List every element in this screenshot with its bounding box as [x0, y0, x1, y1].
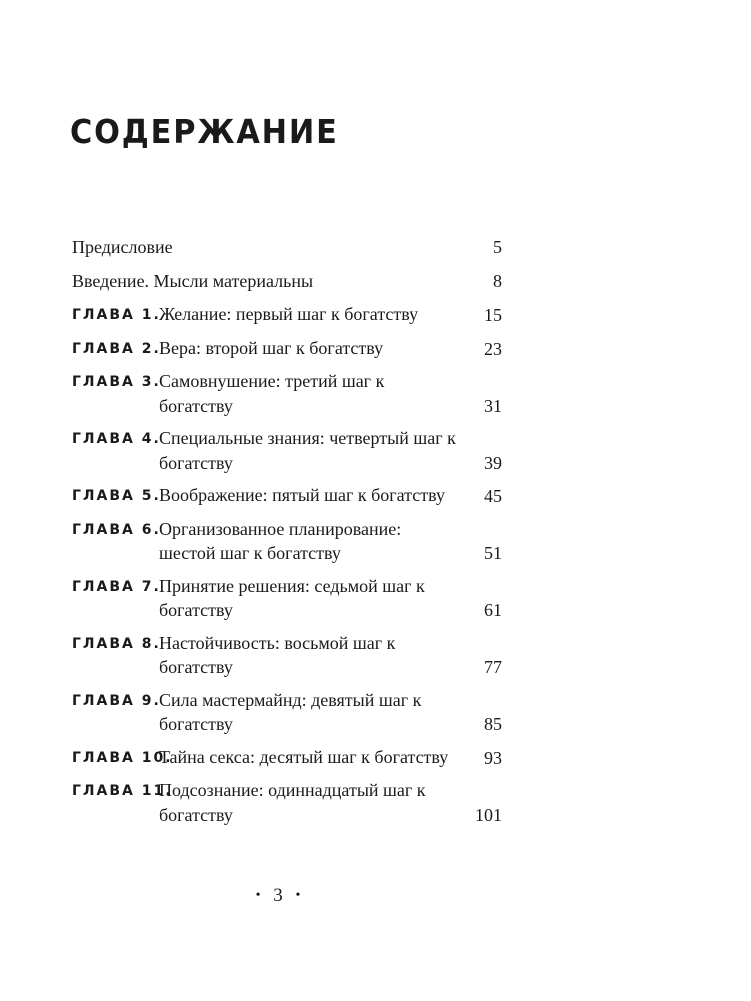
toc-entry-text: Воображение: пятый шаг к богатству: [159, 485, 445, 505]
toc-chapter-label: ГЛАВА 1.: [72, 307, 161, 323]
table-of-contents: [72, 235, 502, 835]
toc-entry-text: Предисловие: [72, 237, 173, 257]
toc-entry-chapter-2: [72, 336, 502, 362]
toc-entry-page: 5: [493, 237, 502, 257]
toc-entry-page: 39: [484, 452, 502, 473]
page-number: [0, 885, 560, 907]
toc-chapter-label: ГЛАВА 8.: [72, 635, 161, 652]
toc-entry-chapter-10: [72, 745, 502, 771]
toc-entry-page: 61: [484, 600, 502, 620]
toc-chapter-label: ГЛАВА 9.: [72, 692, 161, 709]
toc-entry-text: Введение. Мысли материальны: [72, 270, 314, 291]
page-number-value: 3: [273, 885, 287, 906]
bullet-right-icon: •: [295, 888, 305, 903]
toc-chapter-label: ГЛАВА 6.: [72, 521, 161, 538]
toc-entry-chapter-11: [72, 778, 502, 827]
bullet-left-icon: •: [255, 888, 265, 903]
toc-chapter-label: ГЛАВА 7.: [72, 578, 161, 595]
toc-entry-chapter-7: [72, 574, 502, 623]
toc-chapter-label: ГЛАВА 5.: [72, 488, 161, 504]
toc-chapter-label: ГЛАВА 4.: [72, 431, 161, 447]
toc-entry-page: 8: [493, 270, 502, 291]
toc-entry-page: 15: [484, 305, 502, 325]
toc-entry-text: Вера: второй шаг к богатству: [159, 337, 384, 358]
toc-entry-introduction: [72, 269, 502, 294]
toc-entry-text: Принятие решения: седьмой шаг к богатству: [159, 575, 425, 620]
toc-entry-text: Подсознание: одиннадцатый шаг к богатству: [159, 780, 426, 825]
toc-entry-page: 45: [484, 486, 502, 506]
toc-entry-text: Специальные знания: четвертый шаг к богатству: [159, 428, 456, 473]
toc-entry-chapter-9: [72, 688, 502, 737]
toc-entry-text: Тайна секса: десятый шаг к богатству: [159, 746, 449, 767]
toc-entry-page: 51: [484, 543, 502, 563]
toc-entry-page: 23: [484, 338, 502, 359]
page-title: СОДЕРЖАНИЕ: [70, 112, 339, 151]
toc-entry-page: 77: [484, 657, 502, 677]
toc-entry-text: Сила мастермайнд: девятый шаг к богатству: [159, 689, 422, 734]
toc-entry-chapter-4: [72, 426, 502, 475]
toc-entry-text: Настойчивость: восьмой шаг к богатству: [159, 632, 396, 677]
toc-entry-chapter-5: [72, 483, 502, 509]
toc-entry-preface: [72, 235, 502, 260]
toc-entry-page: 85: [484, 714, 502, 734]
toc-chapter-label: ГЛАВА 10.: [72, 749, 173, 766]
toc-entry-text: Организованное планирование: шестой шаг к богатству: [159, 518, 402, 563]
toc-entry-page: 101: [475, 804, 502, 825]
toc-chapter-label: ГЛАВА 3.: [72, 374, 161, 390]
toc-entry-chapter-3: [72, 369, 502, 418]
toc-entry-text: Самовнушение: третий шаг к богатству: [159, 371, 385, 416]
toc-entry-chapter-6: [72, 517, 502, 566]
toc-entry-chapter-1: [72, 302, 502, 328]
toc-entry-page: 31: [484, 395, 502, 416]
toc-chapter-label: ГЛАВА 2.: [72, 340, 161, 357]
toc-entry-chapter-8: [72, 631, 502, 680]
toc-chapter-label: ГЛАВА 11.: [72, 783, 173, 799]
toc-entry-page: 93: [484, 747, 502, 768]
toc-entry-text: Желание: первый шаг к богатству: [159, 304, 419, 324]
